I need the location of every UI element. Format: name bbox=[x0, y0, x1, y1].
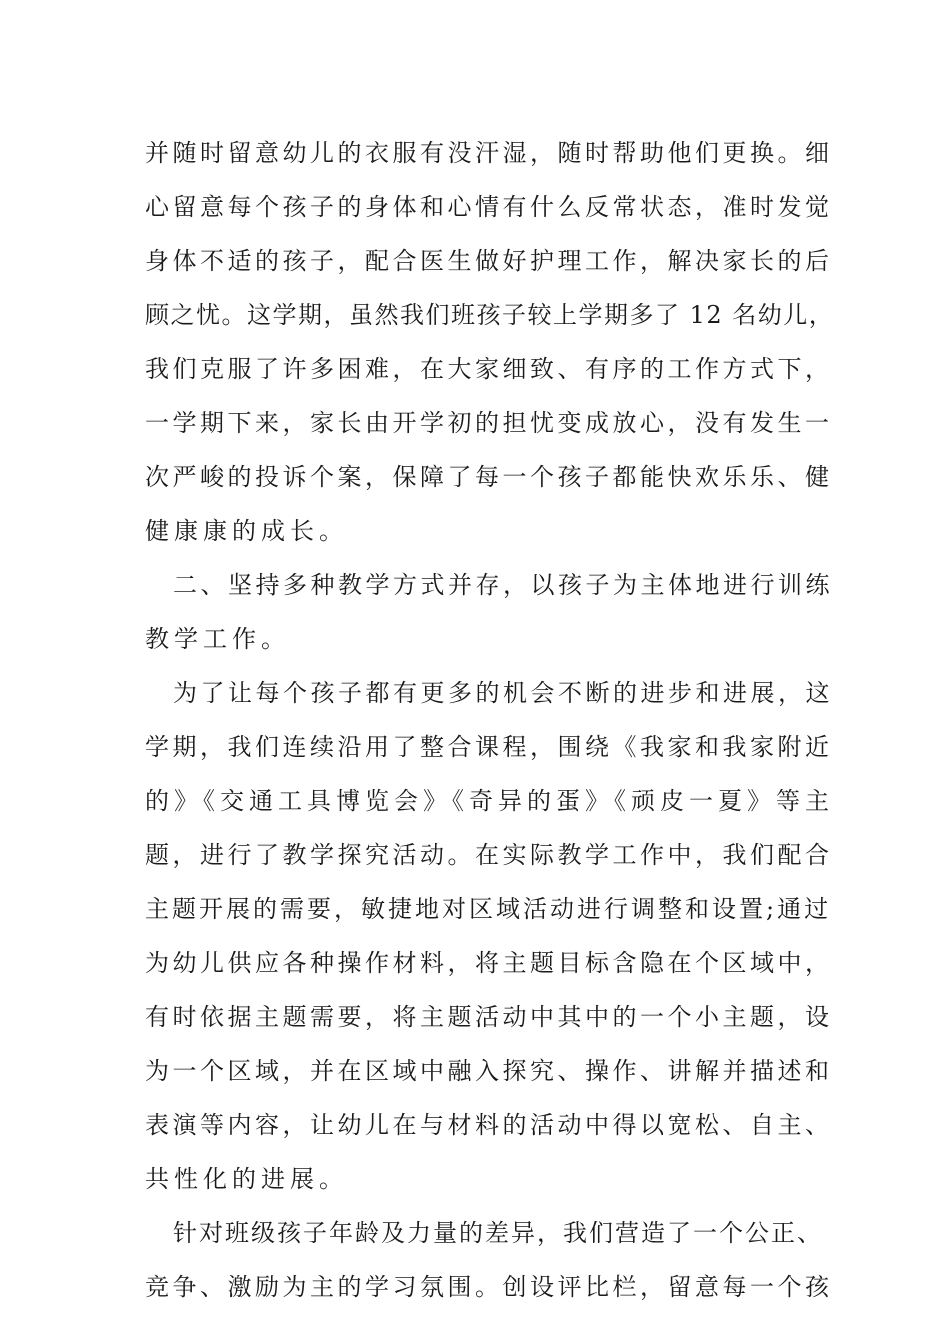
text-line: 健康康的成长。 bbox=[145, 517, 348, 545]
text-line: 的》《交通工具博览会》《奇异的蛋》《顽皮一夏》等主 bbox=[145, 787, 834, 815]
text-line: 心留意每个孩子的身体和心情有什么反常状态，准时发觉 bbox=[145, 193, 833, 221]
text-line: 学期，我们连续沿用了整合课程，围绕《我家和我家附近 bbox=[145, 733, 833, 761]
text-line: 并随时留意幼儿的衣服有没汗湿，随时帮助他们更换。细 bbox=[145, 139, 833, 167]
text-line: 顾之忧。这学期，虽然我们班孩子较上学期多了 12 名幼儿， bbox=[145, 301, 835, 329]
text-line: 共性化的进展。 bbox=[145, 1165, 348, 1193]
body-text bbox=[145, 126, 835, 1314]
text-line: 竞争、激励为主的学习氛围。创设评比栏，留意每一个孩 bbox=[145, 1273, 833, 1301]
text-line: 我们克服了许多困难，在大家细致、有序的工作方式下， bbox=[145, 355, 833, 383]
text-line: 次严峻的投诉个案，保障了每一个孩子都能快欢乐乐、健 bbox=[145, 463, 833, 491]
text-line: 为幼儿供应各种操作材料，将主题目标含隐在个区域中， bbox=[145, 949, 833, 977]
text-line: 有时依据主题需要，将主题活动中其中的一个小主题，设 bbox=[145, 1003, 833, 1031]
section-heading: 二、坚持多种教学方式并存，以孩子为主体地进行训练 bbox=[173, 571, 833, 599]
paragraph-start: 为了让每个孩子都有更多的机会不断的进步和进展，这 bbox=[173, 679, 833, 707]
text-line: 题，进行了教学探究活动。在实际教学工作中，我们配合 bbox=[145, 841, 833, 869]
text-line: 教学工作。 bbox=[145, 625, 290, 653]
text-line: 主题开展的需要，敏捷地对区域活动进行调整和设置;通过 bbox=[145, 895, 832, 923]
text-line: 表演等内容，让幼儿在与材料的活动中得以宽松、自主、 bbox=[145, 1111, 833, 1139]
paragraph-start: 针对班级孩子年龄及力量的差异，我们营造了一个公正、 bbox=[173, 1219, 823, 1247]
text-line: 一学期下来，家长由开学初的担忧变成放心，没有发生一 bbox=[145, 409, 833, 437]
text-line: 身体不适的孩子，配合医生做好护理工作，解决家长的后 bbox=[145, 247, 833, 275]
text-line: 为一个区域，并在区域中融入探究、操作、讲解并描述和 bbox=[145, 1057, 833, 1085]
